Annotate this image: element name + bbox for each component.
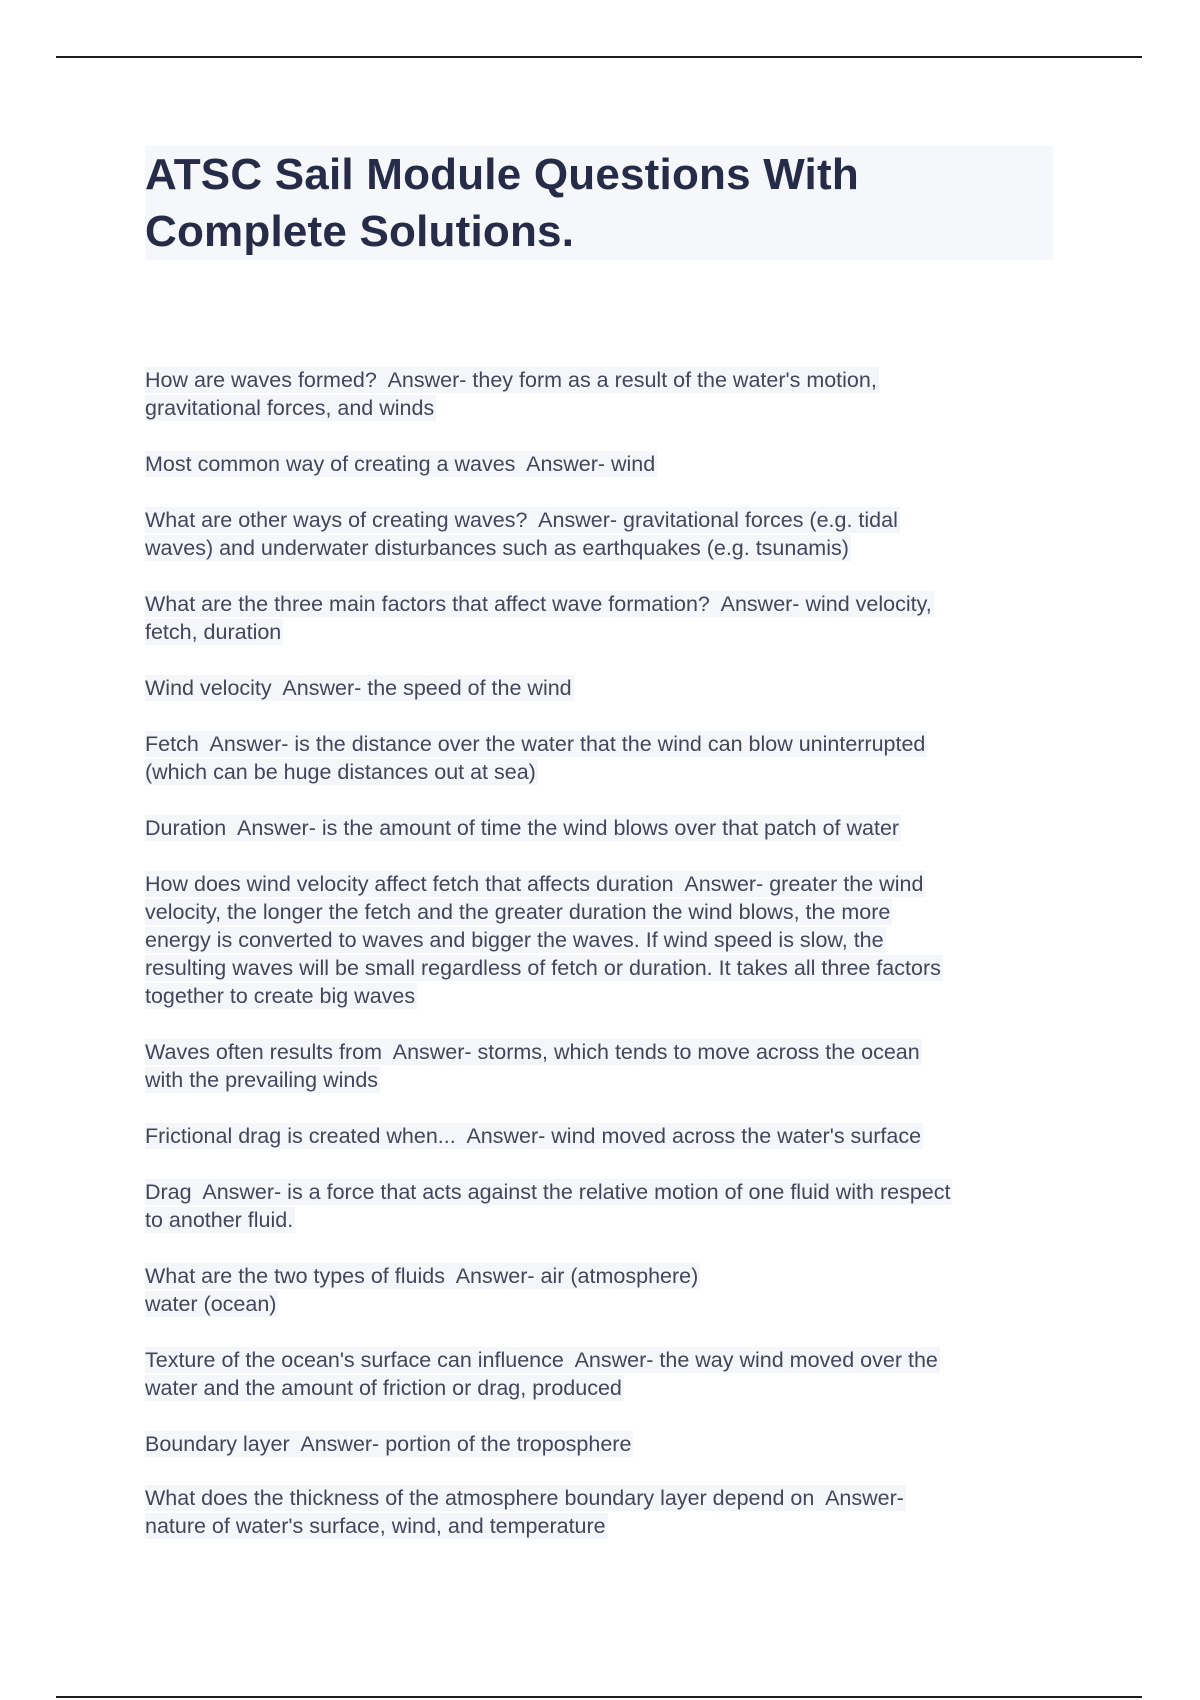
qa-entry [145, 1122, 923, 1150]
qa-line: How are waves formed? Answer- they form as a result of the water's motion, [145, 368, 877, 392]
qa-entry [145, 1484, 906, 1540]
qa-line: water (ocean) [145, 1292, 277, 1316]
qa-entry [145, 814, 901, 842]
qa-line: Frictional drag is created when... Answer- wind moved across the water's surface [145, 1124, 922, 1148]
qa-line: together to create big waves [145, 984, 416, 1008]
qa-line: Drag Answer- is a force that acts against the relative motion of one fluid with respect [145, 1180, 951, 1204]
qa-entry [145, 506, 900, 562]
qa-entry [145, 870, 943, 1010]
qa-line: What are the two types of fluids Answer- air (atmosphere) [145, 1264, 699, 1288]
qa-line: What are other ways of creating waves? Answer- gravitational forces (e.g. tidal [145, 508, 898, 532]
qa-line: Texture of the ocean's surface can influence Answer- the way wind moved over the [145, 1348, 938, 1372]
title-line: ATSC Sail Module Questions With [145, 150, 859, 199]
qa-entry [145, 1346, 940, 1402]
qa-entry [145, 1262, 700, 1318]
qa-entry [145, 366, 879, 422]
qa-line: What are the three main factors that affect wave formation? Answer- wind velocity, [145, 592, 932, 616]
bottom-rule [56, 1696, 1142, 1698]
qa-entry [145, 1038, 922, 1094]
qa-entry [145, 1178, 952, 1234]
qa-line: velocity, the longer the fetch and the greater duration the wind blows, the more [145, 900, 891, 924]
qa-entry [145, 590, 934, 646]
qa-line: Duration Answer- is the amount of time the wind blows over that patch of water [145, 816, 900, 840]
title-block [145, 146, 1053, 260]
qa-line: Most common way of creating a waves Answer- wind [145, 452, 656, 476]
qa-line: water and the amount of friction or drag, produced [145, 1376, 622, 1400]
qa-entry [145, 730, 927, 786]
qa-line: resulting waves will be small regardless of fetch or duration. It takes all three factors [145, 956, 941, 980]
document-title [145, 146, 1053, 260]
qa-line: Wind velocity Answer- the speed of the wind [145, 676, 572, 700]
qa-line: Boundary layer Answer- portion of the troposphere [145, 1432, 632, 1456]
qa-line: to another fluid. [145, 1208, 294, 1232]
qa-line: How does wind velocity affect fetch that affects duration Answer- greater the wind [145, 872, 924, 896]
title-line: Complete Solutions. [145, 207, 575, 256]
qa-line: Fetch Answer- is the distance over the water that the wind can blow uninterrupted [145, 732, 926, 756]
qa-line: (which can be huge distances out at sea) [145, 760, 536, 784]
qa-line: energy is converted to waves and bigger the waves. If wind speed is slow, the [145, 928, 884, 952]
qa-line: nature of water's surface, wind, and temperature [145, 1514, 606, 1538]
qa-entry [145, 1430, 633, 1458]
qa-line: with the prevailing winds [145, 1068, 379, 1092]
qa-line: fetch, duration [145, 620, 282, 644]
qa-entry [145, 674, 574, 702]
qa-line: Waves often results from Answer- storms, which tends to move across the ocean [145, 1040, 920, 1064]
qa-line: waves) and underwater disturbances such as earthquakes (e.g. tsunamis) [145, 536, 849, 560]
qa-line: What does the thickness of the atmosphere boundary layer depend on Answer- [145, 1486, 904, 1510]
qa-entry [145, 450, 657, 478]
qa-line: gravitational forces, and winds [145, 396, 435, 420]
top-rule [56, 56, 1142, 58]
